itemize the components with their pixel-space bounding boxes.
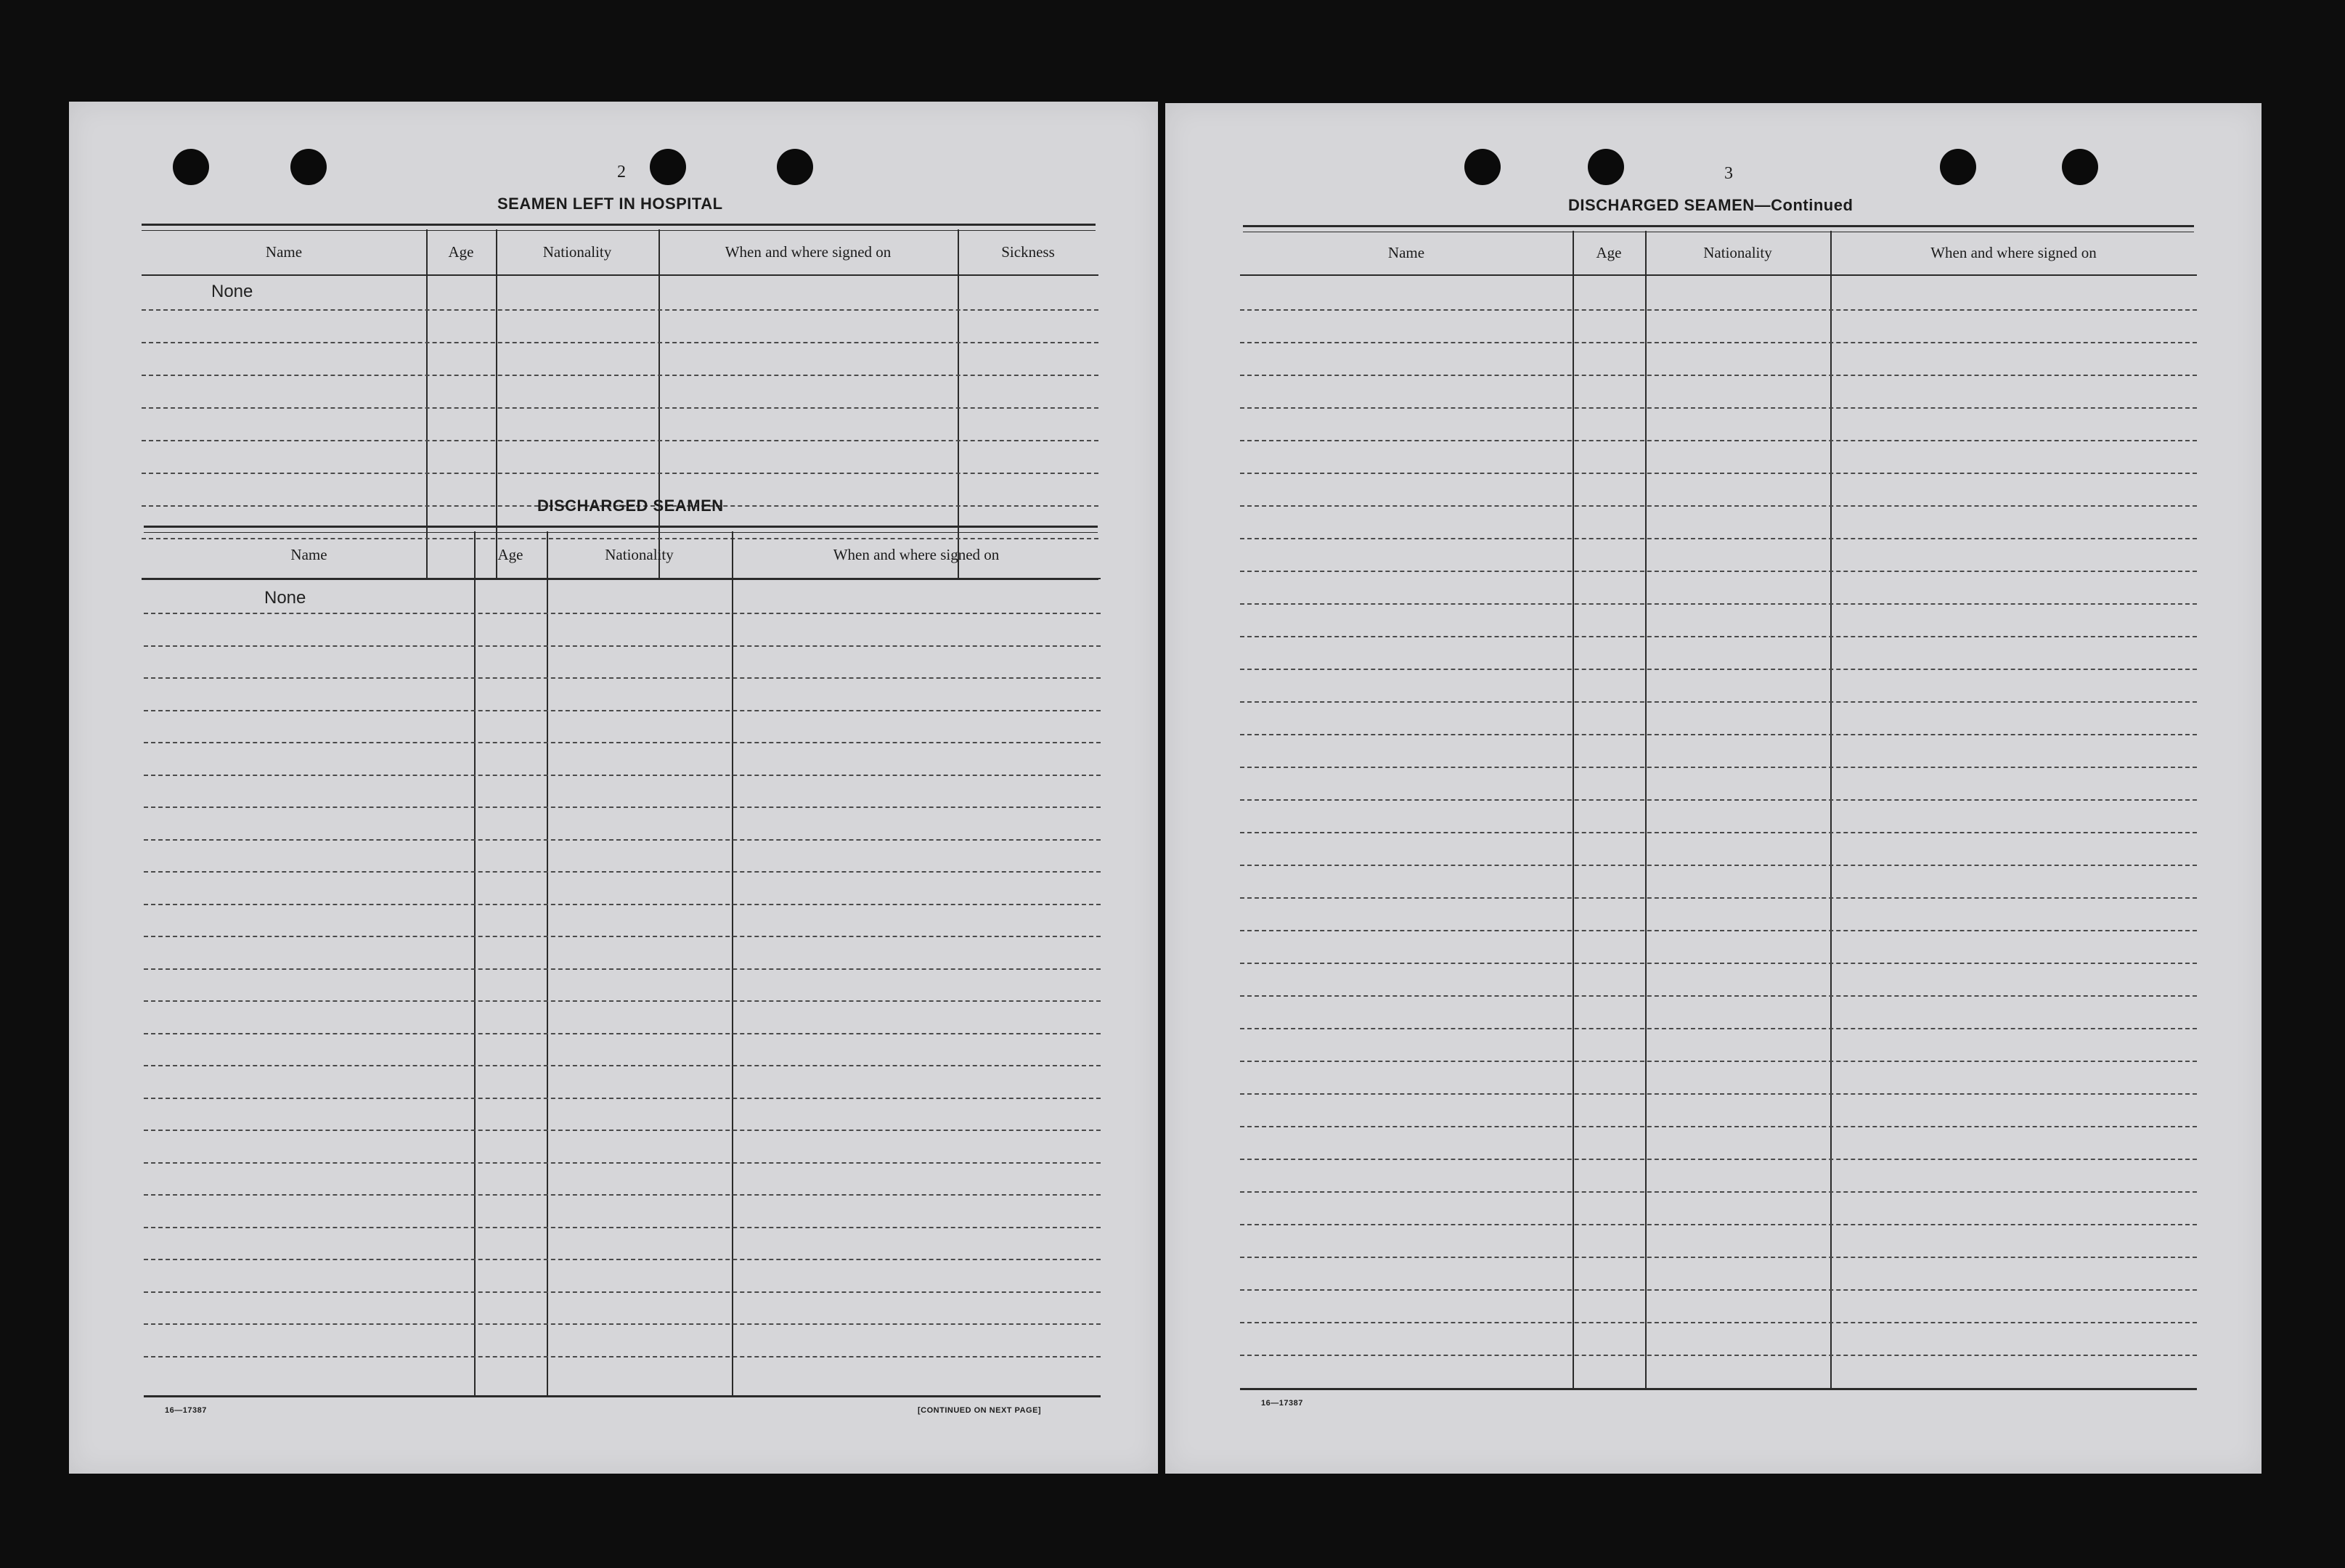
ruled-line: [1240, 309, 2197, 311]
ruled-line: [1240, 1093, 2197, 1095]
ruled-line: [144, 1356, 1101, 1357]
column-header-nationality: Nationality: [605, 545, 674, 563]
left-page: [69, 102, 1158, 1474]
continued-note: [CONTINUED ON NEXT PAGE]: [918, 1406, 1042, 1415]
ruled-line: [1240, 669, 2197, 670]
ruled-line: [144, 871, 1101, 873]
form-number: 16—17387: [165, 1406, 207, 1415]
ruled-line: [144, 742, 1101, 743]
section-title-discharged-continued: [1568, 196, 1853, 215]
ruled-line: [144, 904, 1101, 905]
page-number: 2: [617, 163, 626, 181]
page-number: 3: [1724, 164, 1733, 183]
ruled-line: [144, 1227, 1101, 1228]
punch-hole: [2062, 149, 2098, 185]
ruled-line: [1240, 603, 2197, 605]
right-page: [1165, 103, 2262, 1474]
punch-hole: [290, 149, 327, 185]
ruled-line: [144, 807, 1101, 808]
ruled-line: [1240, 473, 2197, 474]
ruled-line: [144, 1194, 1101, 1196]
table-header: [1240, 231, 2197, 276]
column-header-nationality: Nationality: [542, 242, 612, 261]
table-header: [144, 531, 1101, 579]
discharged-table-continued: [1240, 231, 2197, 1392]
ruled-line: [1240, 963, 2197, 964]
ruled-line: [1240, 930, 2197, 931]
column-header-name: Name: [1387, 243, 1425, 261]
hospital-entry-name: None: [211, 282, 253, 301]
column-header-name: Name: [290, 545, 327, 563]
ruled-line: [1240, 440, 2197, 441]
ruled-line: [1240, 995, 2197, 997]
ruled-line: [144, 1259, 1101, 1260]
discharged-table: [144, 531, 1101, 1400]
ruled-line: [144, 1033, 1101, 1034]
discharged-entry-name: None: [264, 588, 306, 608]
ruled-line: [144, 839, 1101, 841]
section-title-text: DISCHARGED SEAMEN: [1568, 196, 1755, 214]
ruled-line: [1240, 832, 2197, 833]
column-header-age: Age: [448, 242, 474, 261]
ruled-line: [1240, 1224, 2197, 1225]
punch-hole: [173, 149, 209, 185]
punch-hole: [777, 149, 813, 185]
ruled-line: [1240, 897, 2197, 899]
column-header-age: Age: [1596, 243, 1622, 261]
ruled-line: [1240, 571, 2197, 572]
ruled-line: [1240, 734, 2197, 735]
column-header-nationality: Nationality: [1703, 243, 1772, 261]
ruled-line: [1240, 1159, 2197, 1160]
ruled-line: [1240, 342, 2197, 343]
ruled-line: [144, 1323, 1101, 1325]
ruled-line: [144, 613, 1101, 614]
ruled-line: [144, 1162, 1101, 1164]
ruled-line: [1240, 1028, 2197, 1029]
ruled-line: [1240, 538, 2197, 539]
ruled-line: [1240, 1289, 2197, 1291]
punch-hole: [1940, 149, 1976, 185]
ruled-line: [1240, 1322, 2197, 1323]
form-number: 16—17387: [1261, 1399, 1303, 1408]
ruled-line: [144, 645, 1101, 647]
punch-hole: [650, 149, 686, 185]
section-title-hospital: SEAMEN LEFT IN HOSPITAL: [497, 195, 723, 213]
ruled-line: [144, 1130, 1101, 1131]
column-header-sickness: Sickness: [1001, 242, 1055, 261]
ruled-line: [1240, 1126, 2197, 1127]
section-title-discharged: DISCHARGED SEAMEN: [537, 497, 724, 515]
ruled-line: [144, 1098, 1101, 1099]
punch-hole: [1588, 149, 1624, 185]
column-header-age: Age: [497, 545, 523, 563]
punch-hole: [1464, 149, 1501, 185]
ruled-line: [144, 1291, 1101, 1293]
ruled-line: [1240, 1257, 2197, 1258]
ruled-line: [144, 936, 1101, 937]
ruled-line: [1240, 505, 2197, 507]
ruled-line: [144, 1065, 1101, 1066]
ruled-line: [144, 710, 1101, 711]
column-header-when-where: When and where signed on: [725, 242, 892, 261]
ruled-line: [144, 775, 1101, 776]
section-title-suffix: —Continued: [1754, 196, 1853, 214]
ruled-line: [144, 968, 1101, 970]
ruled-line: [1240, 1191, 2197, 1193]
column-header-when-where: When and where signed on: [1930, 243, 2097, 261]
column-header-name: Name: [265, 242, 303, 261]
ruled-line: [1240, 865, 2197, 866]
ruled-line: [1240, 375, 2197, 376]
ruled-line: [1240, 1355, 2197, 1356]
ruled-line: [1240, 1061, 2197, 1062]
ruled-line: [144, 677, 1101, 679]
ruled-line: [1240, 407, 2197, 409]
ruled-line: [144, 1000, 1101, 1002]
ruled-line: [1240, 701, 2197, 703]
ruled-line: [1240, 636, 2197, 637]
ruled-line: [1240, 799, 2197, 801]
ruled-line: [1240, 767, 2197, 768]
column-header-when-where: When and where signed on: [833, 545, 1000, 563]
table-header: [142, 229, 1098, 276]
